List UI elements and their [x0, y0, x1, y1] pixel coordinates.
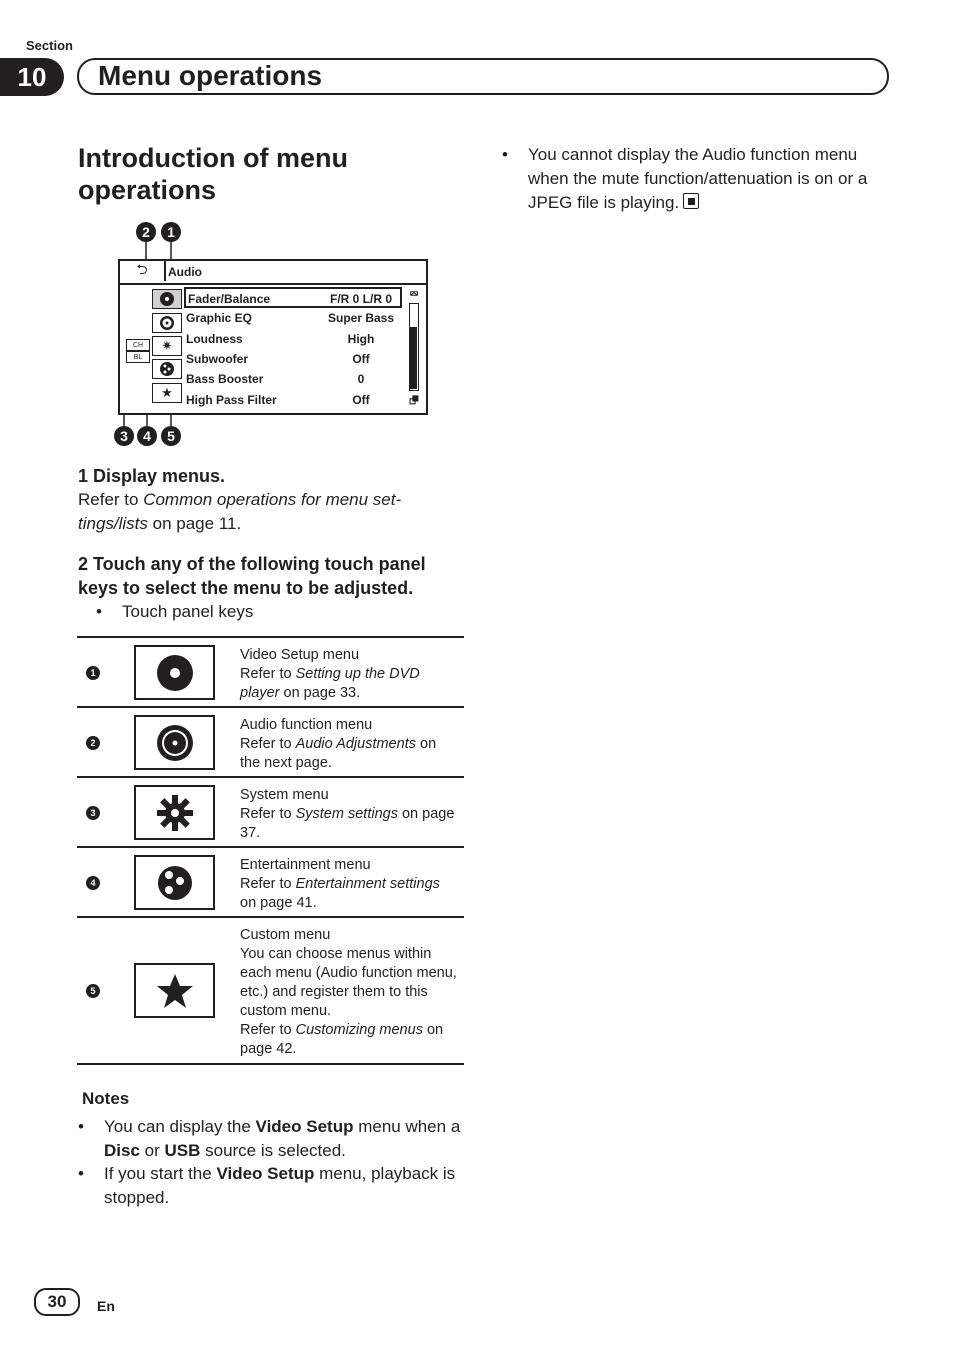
page-title: Introduction of menu operations	[78, 143, 348, 205]
section-title: Menu operations	[98, 60, 323, 91]
scroll-down-icon[interactable]: ⮻	[409, 393, 419, 407]
step-1-text: Refer to Common operations for menu set-tings/lists on page 11.	[78, 490, 402, 533]
row-description: Custom menu You can choose menus within each menu (Audio function menu, etc.) and register them to this custom menu. Refer to Customizing menus on page 42.	[240, 927, 457, 1057]
callout-2: 2	[136, 222, 156, 242]
callout-3: 3	[114, 426, 134, 446]
scroll-thumb[interactable]	[410, 327, 417, 389]
row-number: 4	[86, 876, 100, 890]
audio-menu-screen	[118, 259, 428, 415]
star-icon	[134, 963, 215, 1018]
table-row	[77, 636, 464, 706]
list-item-value: F/R 0 L/R 0	[329, 292, 392, 306]
list-item-value: High	[347, 332, 375, 346]
audio-speaker-icon	[134, 715, 215, 770]
callout-4: 4	[137, 426, 157, 446]
row-number: 2	[86, 736, 100, 750]
list-item[interactable]	[184, 390, 402, 410]
screen-title: Audio	[168, 265, 202, 279]
table-row	[77, 776, 464, 846]
list-item[interactable]	[184, 349, 402, 369]
star-icon[interactable]: ★	[152, 383, 182, 403]
list-item-label: Bass Booster	[186, 372, 264, 386]
channel-tag: CH	[126, 339, 150, 351]
row-description: Entertainment menu Refer to Entertainment settings on page 41.	[240, 857, 440, 911]
list-item-value: 0	[357, 372, 365, 386]
row-description: Audio function menu Refer to Audio Adjustments on the next page.	[240, 717, 437, 771]
list-item-value: Super Bass	[327, 311, 395, 325]
list-item-value: Off	[352, 393, 370, 407]
list-item[interactable]	[184, 369, 402, 389]
row-number: 3	[86, 806, 100, 820]
disc-icon[interactable]	[152, 289, 182, 309]
gear-icon	[134, 785, 215, 840]
balance-tag: BL	[126, 351, 150, 363]
right-column-note: • You cannot display the Audio function menu when the mute function/attenuation is on or a JPEG file is playing.	[502, 145, 868, 212]
note-2: • If you start the Video Setup menu, playback is stopped.	[78, 1164, 456, 1207]
audio-settings-list	[184, 287, 402, 409]
section-label: Section	[26, 38, 73, 53]
language-code: En	[97, 1298, 115, 1314]
gear-icon[interactable]: ✷	[152, 336, 182, 356]
scrollbar[interactable]	[406, 287, 422, 409]
list-item-label: Graphic EQ	[186, 311, 253, 325]
list-item[interactable]	[184, 308, 402, 328]
list-item-label: High Pass Filter	[186, 393, 277, 407]
callout-5: 5	[161, 426, 181, 446]
notes-heading: Notes	[82, 1089, 130, 1108]
row-description: Video Setup menu Refer to Setting up the DVD player on page 33.	[240, 647, 420, 701]
step-1-heading: 1 Display menus.	[78, 466, 226, 486]
list-item-label: Subwoofer	[186, 352, 248, 366]
table-row	[77, 706, 464, 776]
callout-1: 1	[161, 222, 181, 242]
list-item[interactable]	[184, 287, 402, 308]
audio-speaker-icon[interactable]	[152, 313, 182, 333]
menu-icon-column	[150, 287, 182, 409]
screen-header	[120, 261, 426, 285]
table-bottom-rule	[77, 1063, 464, 1065]
list-item-label: Fader/Balance	[188, 292, 271, 306]
disc-icon	[134, 645, 215, 700]
row-description: System menu Refer to System settings on page 37.	[240, 787, 455, 841]
section-number: 10	[0, 58, 64, 96]
table-row	[77, 916, 464, 1063]
scroll-up-icon[interactable]: ⮹	[409, 287, 419, 301]
list-item-value: Off	[352, 352, 370, 366]
entertainment-icon[interactable]	[152, 359, 182, 379]
list-item[interactable]	[184, 329, 402, 349]
end-of-section-icon	[683, 193, 699, 209]
row-number: 5	[86, 984, 100, 998]
table-row	[77, 846, 464, 916]
note-1: • You can display the Video Setup menu when a Disc or USB source is selected.	[78, 1117, 461, 1160]
return-icon[interactable]: ⮌	[120, 261, 166, 281]
entertainment-icon	[134, 855, 215, 910]
page-number: 30	[34, 1288, 80, 1316]
list-item-label: Loudness	[186, 332, 243, 346]
step-2-heading: 2 Touch any of the following touch panel keys to select the menu to be adjusted.	[78, 554, 426, 598]
row-number: 1	[86, 666, 100, 680]
